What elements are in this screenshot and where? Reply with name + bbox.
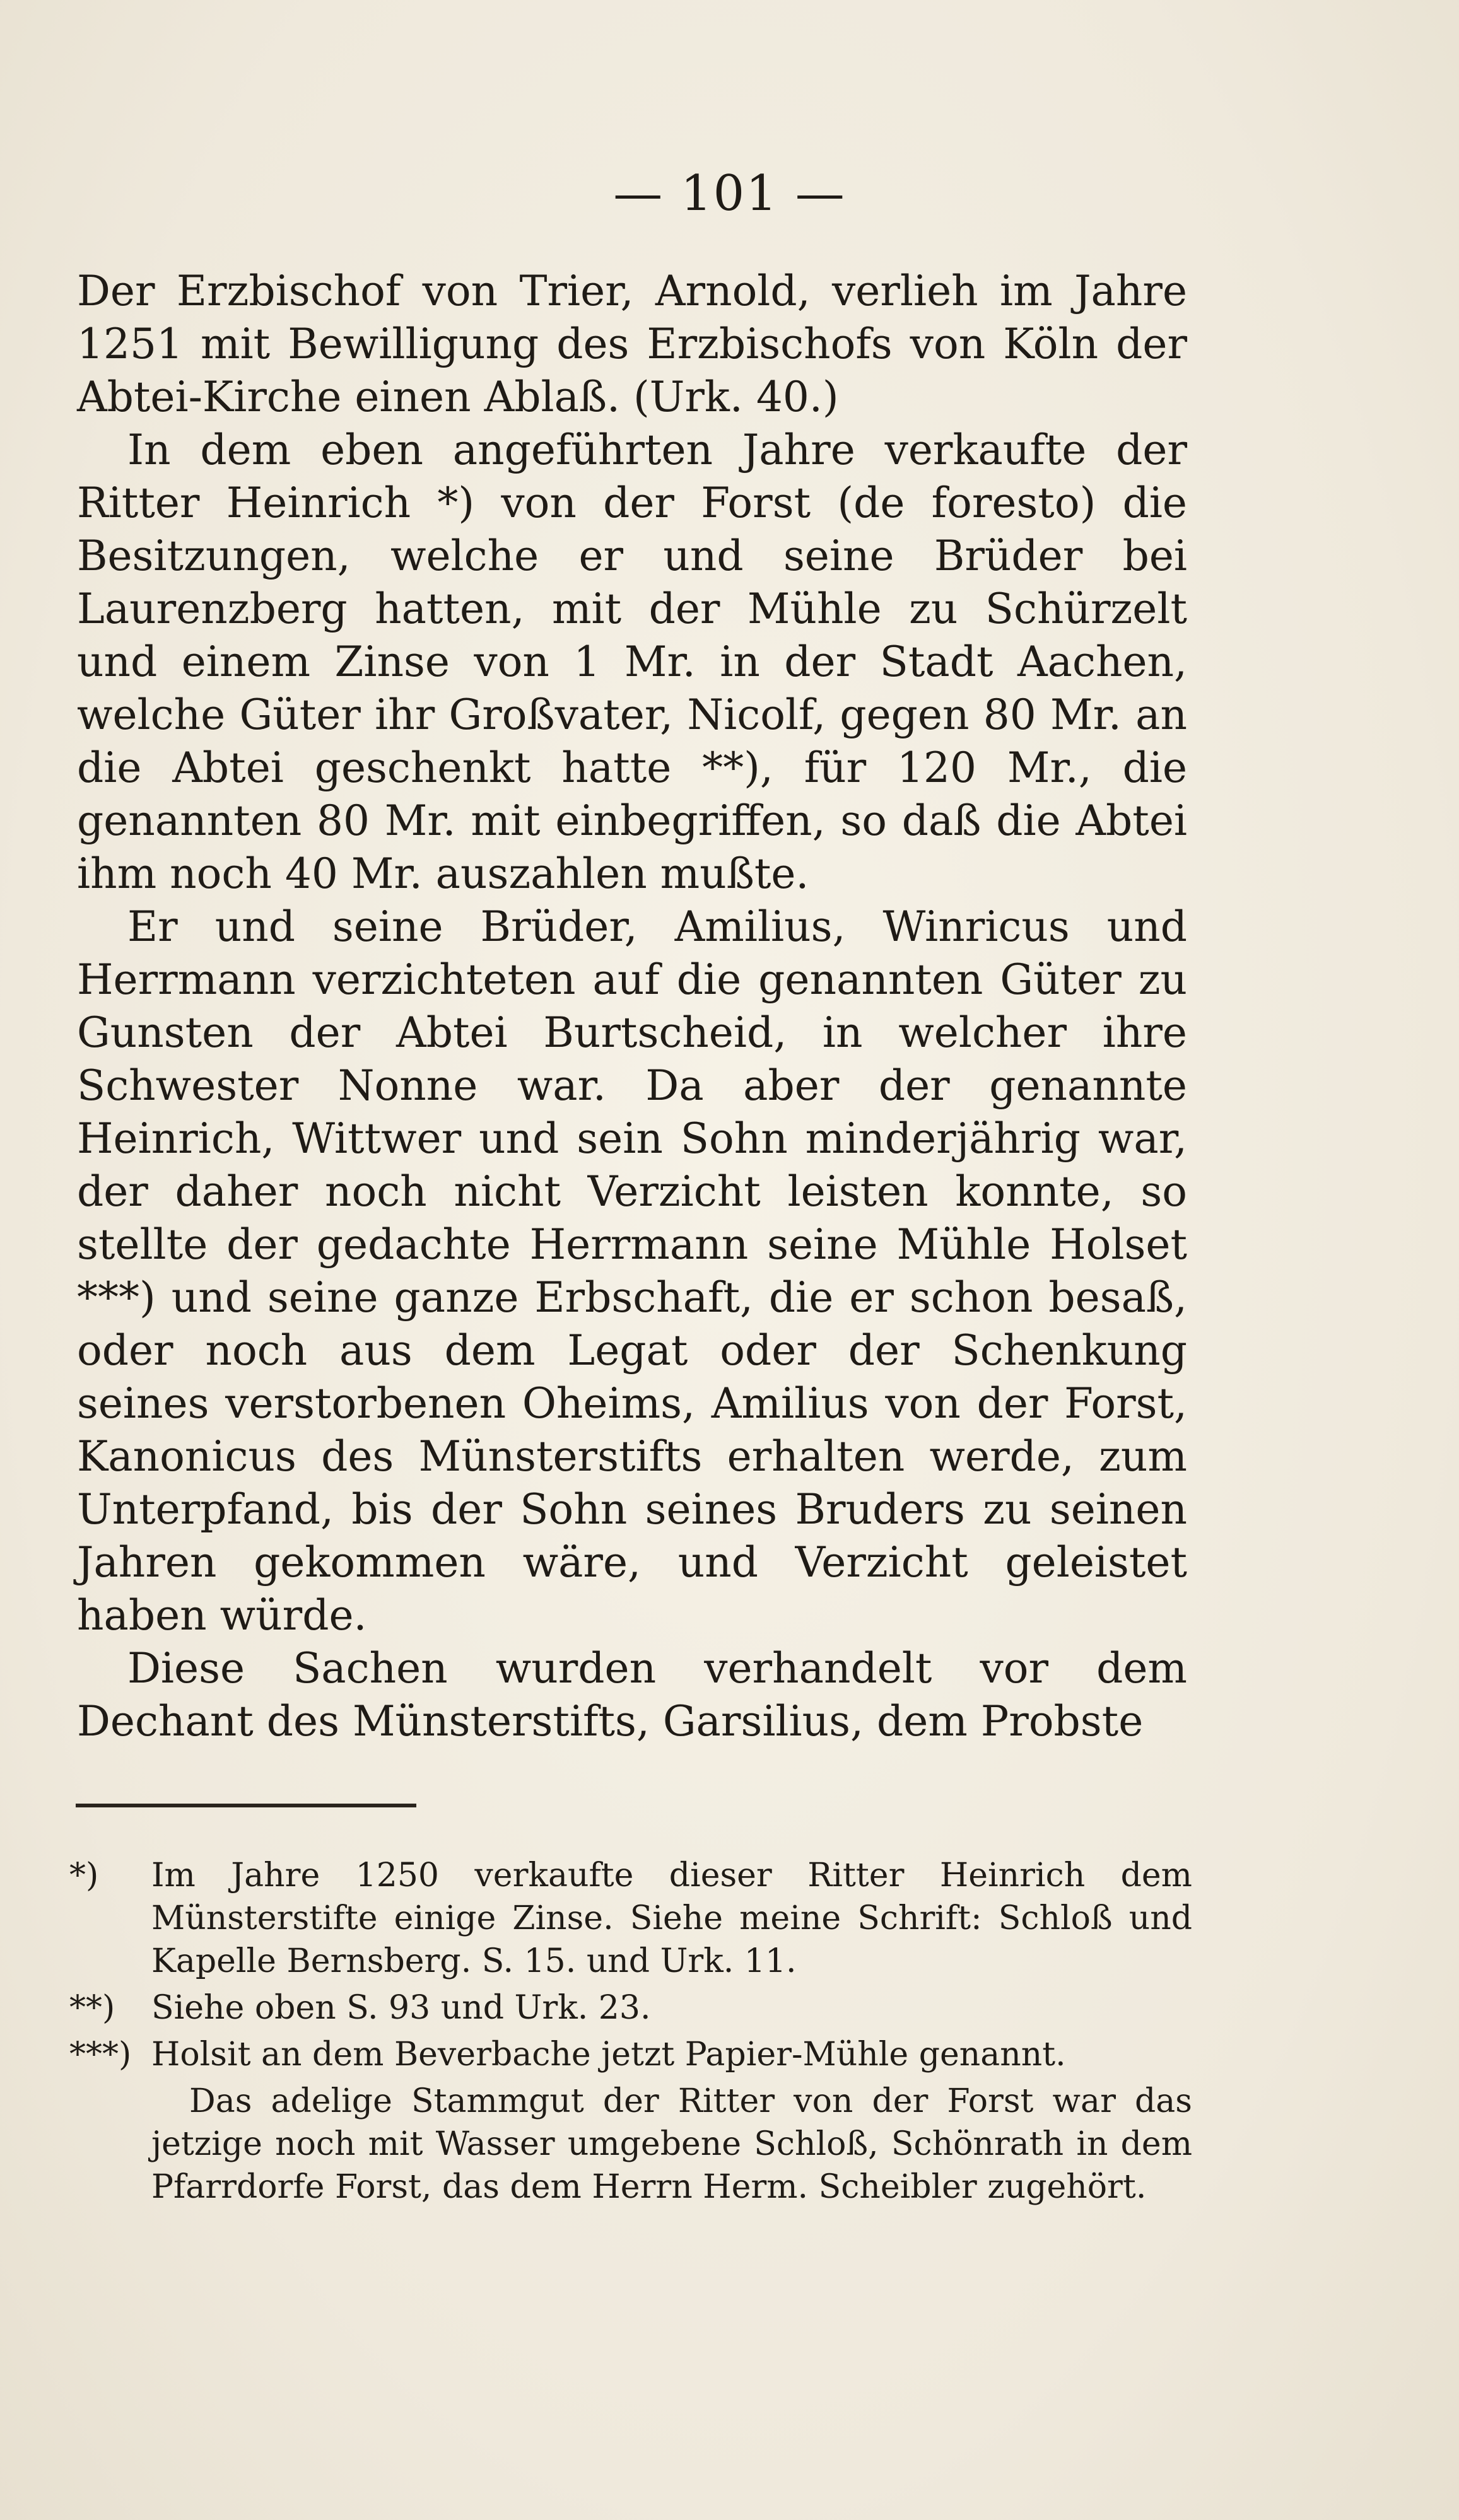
main-text (77, 265, 1187, 1748)
footnote-mark: **) (69, 1989, 115, 2027)
footnote-mark: *) (69, 1857, 99, 1894)
footnote-text: Siehe oben S. 93 und Urk. 23. (151, 1989, 651, 2027)
footnote-divider (76, 1804, 416, 1807)
footnote-text: Im Jahre 1250 verkaufte dieser Ritter Heinrich dem Münsterstifte einige Zinse. Siehe meine Schrift: Schloß und Kapelle Bernsberg. S. 15. und Urk. 11. (151, 1857, 1192, 1980)
footnote-continuation: Das adelige Stammgut der Ritter von der Forst war das jetzige noch mit Wasser umgebene Schloß, Schönrath in dem Pfarrdorfe Forst, das dem Herrn Herm. Scheibler zugehört. (151, 2082, 1192, 2206)
paragraph-2: In dem eben angeführten Jahre verkaufte der Ritter Heinrich *) von der Forst (de foresto) die Besitzungen, welche er und seine Brüder bei Laurenzberg hatten, mit der Mühle zu Schürzelt und einem Zinse von 1 Mr. in der Stadt Aachen, welche Güter ihr Großvater, Nicolf, gegen 80 Mr. an die Abtei geschenkt hatte **), für 120 Mr., die genannten 80 Mr. mit einbegriffen, so daß die Abtei ihm noch 40 Mr. auszahlen mußte. (77, 426, 1187, 898)
footnote-mark: ***) (69, 2036, 132, 2074)
paragraph-1: Der Erzbischof von Trier, Arnold, verlieh im Jahre 1251 mit Bewilligung des Erzbischofs von Köln der Abtei-Kirche einen Ablaß. (Urk. 40.) (77, 267, 1187, 421)
paragraph-3: Er und seine Brüder, Amilius, Winricus und Herrmann verzichteten auf die genannten Güter zu Gunsten der Abtei Burtscheid, in welcher ihre Schwester Nonne war. Da aber der genannte Heinrich, Wittwer und sein Sohn minderjährig war, der daher noch nicht Verzicht leisten konnte, so stellte der gedachte Herrmann seine Mühle Holset ***) und seine ganze Erbschaft, die er schon besaß, oder noch aus dem Legat oder der Schenkung seines verstorbenen Oheims, Amilius von der Forst, Kanonicus des Münsterstifts erhalten werde, zum Unterpfand, bis der Sohn seines Bruders zu seinen Jahren gekommen wäre, und Verzicht geleistet haben würde. (77, 902, 1187, 1640)
footnotes (69, 1854, 1192, 2208)
paragraph-4: Diese Sachen wurden verhandelt vor dem Dechant des Münsterstifts, Garsilius, dem Probste (77, 1644, 1187, 1746)
page-number: — 101 — (613, 165, 846, 222)
footnote-1 (69, 1854, 1192, 1983)
footnote-text: Holsit an dem Beverbache jetzt Papier-Mühle genannt. (151, 2036, 1066, 2074)
footnote-3 (69, 2033, 1192, 2076)
footnote-2 (69, 1986, 1192, 2029)
